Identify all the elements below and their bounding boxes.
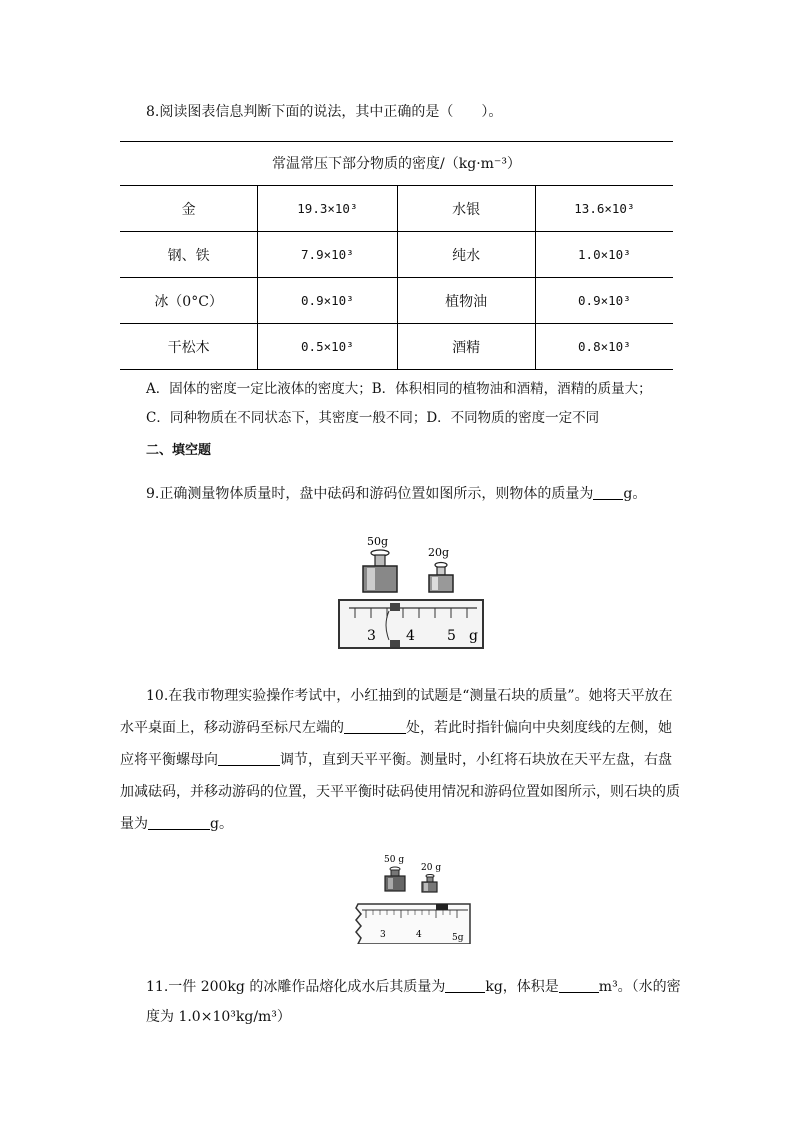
section-title: 二、填空题 (146, 443, 212, 458)
weight-20g-icon (429, 563, 453, 593)
scale-label: g (469, 628, 478, 644)
density-cell: 0.8×10³ (535, 324, 673, 369)
answer-blank[interactable] (344, 719, 406, 734)
scale-label: 4 (416, 930, 422, 940)
table-row (120, 185, 673, 231)
weight-label-20g: 20g (428, 546, 450, 559)
substance-cell: 金 (181, 201, 196, 218)
question-10-unit: g。 (210, 816, 233, 832)
option-c-d: C．同种物质在不同状态下，其密度一般不同；D．不同物质的密度一定不同 (146, 410, 600, 426)
answer-blank[interactable] (593, 485, 623, 500)
question-11-stem (146, 972, 681, 1032)
scale-label: 3 (380, 930, 386, 940)
balance-figure-2 (350, 852, 472, 944)
question-11-text: 11.一件 200kg 的冰雕作品熔化成水后其质量为 (146, 979, 446, 995)
density-cell: 0.5×10³ (257, 324, 396, 369)
question-9-unit: g。 (623, 486, 647, 502)
scale-label: 5 (447, 628, 456, 644)
table-row (120, 323, 673, 370)
weight-label-50g: 50 g (384, 855, 405, 865)
weight-label-20g: 20 g (421, 863, 442, 873)
substance-cell: 水银 (397, 186, 535, 231)
answer-blank[interactable] (218, 751, 280, 766)
weight-label-50g: 50g (367, 535, 389, 548)
option-a-b: A．固体的密度一定比液体的密度大；B．体积相同的植物油和酒精，酒精的质量大； (146, 381, 652, 397)
answer-blank[interactable] (445, 978, 485, 993)
question-11-text: kg，体积是 (485, 979, 559, 995)
question-10-stem (120, 680, 680, 840)
question-9-text: 9.正确测量物体质量时，盘中砝码和游码位置如图所示，则物体的质量为 (146, 486, 594, 502)
weight-50g-icon (363, 550, 397, 592)
density-cell: 1.0×10³ (535, 232, 673, 277)
scale-label: 5g (452, 933, 464, 943)
scale-label: 4 (406, 628, 415, 644)
answer-blank[interactable] (148, 815, 210, 830)
question-10-text: 处，若此时指针偏向中央刻度线的左侧，她应将平衡螺母向 (120, 720, 672, 768)
substance-cell: 干松木 (167, 339, 210, 356)
answer-blank[interactable] (559, 978, 599, 993)
weight-20g-icon (422, 875, 437, 893)
density-table-title: 常温常压下部分物质的密度/（kg·m⁻³） (272, 156, 521, 172)
question-9-stem (146, 483, 646, 503)
substance-cell: 冰（0°C） (154, 293, 223, 310)
density-table (120, 185, 673, 370)
substance-cell: 纯水 (397, 232, 535, 277)
density-cell: 13.6×10³ (535, 186, 673, 231)
question-11-text: m³。（水的密度为 1.0×10³kg/m³） (146, 979, 681, 1025)
weight-50g-icon (385, 867, 405, 891)
density-cell: 19.3×10³ (257, 186, 396, 231)
question-10-text: 调节，直到天平平衡。测量时，小红将石块放在天平左盘，右盘加减砝码，并移动游码的位置，天平平衡时砝码使用情况和游码位置如图所示，则石块的质量为 (120, 752, 680, 832)
table-row (120, 277, 673, 323)
table-row (120, 231, 673, 277)
balance-figure-1 (335, 528, 487, 654)
substance-cell: 钢、铁 (167, 247, 210, 264)
question-8-stem: 8.阅读图表信息判断下面的说法，其中正确的是（ ）。 (146, 104, 503, 120)
density-cell: 0.9×10³ (257, 278, 396, 323)
density-cell: 7.9×10³ (257, 232, 396, 277)
density-cell: 0.9×10³ (535, 278, 673, 323)
substance-cell: 酒精 (397, 324, 535, 369)
question-10-text: 10.在我市物理实验操作考试中，小红抽到的试题是“测量石块的质量”。她将天平放在水平桌面上，移动游码至标尺左端的 (120, 688, 673, 736)
scale-label: 3 (367, 628, 376, 644)
substance-cell: 植物油 (397, 278, 535, 323)
